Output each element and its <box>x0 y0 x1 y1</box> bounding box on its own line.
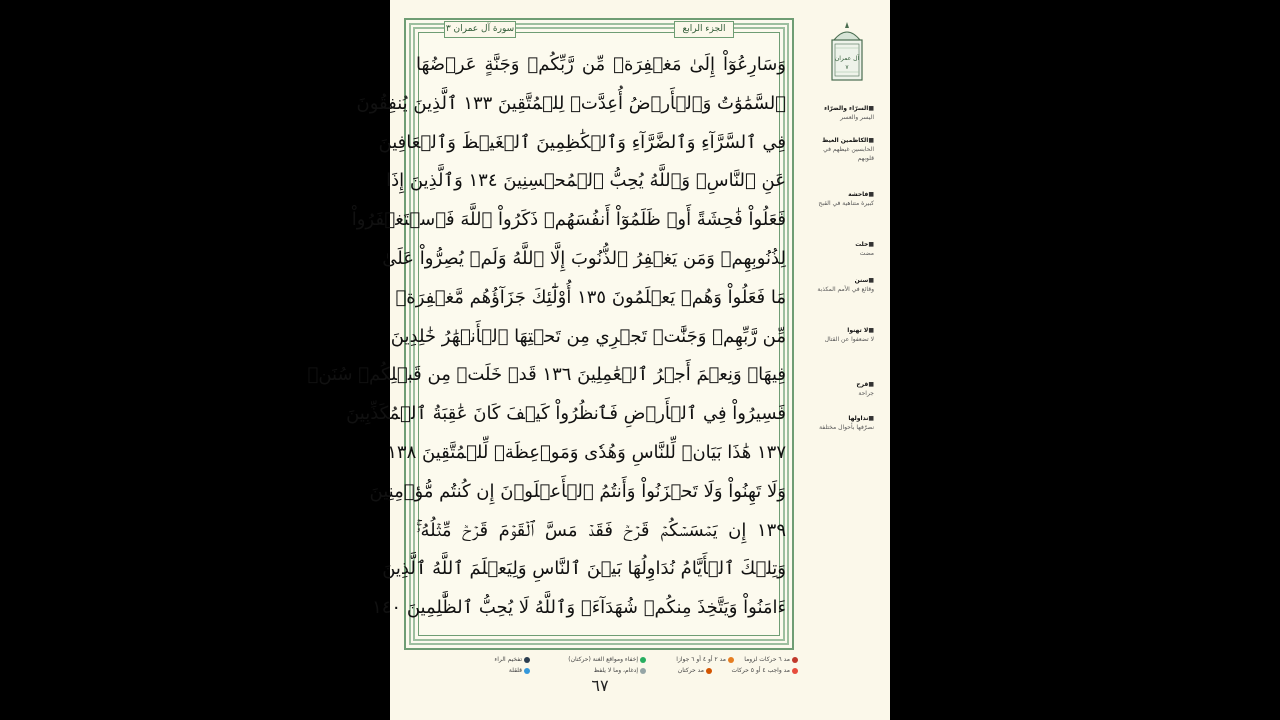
mushaf-page <box>307 0 890 720</box>
gloss-term: ■ الكاظمين الغيظ <box>822 137 874 144</box>
quran-text-block <box>307 46 786 636</box>
legend-label: تفخيم الراء <box>494 656 522 663</box>
gloss-entry <box>814 414 874 432</box>
tajweed-legend <box>458 654 800 678</box>
text-line: مَا فَعَلُواْ وَهُمۡ يَعۡلَمُونَ ١٣٥ أُوْلَٰٓئِكَ جَزَآؤُهُم مَّغۡفِرَةٞ <box>395 286 786 308</box>
legend-label: مد ٢ أو ٤ أو ٦ جوازا <box>676 656 726 663</box>
legend-item <box>744 656 798 663</box>
legend-dot <box>640 668 646 674</box>
gloss-entry <box>814 276 874 294</box>
text-line: فَعَلُواْ فَٰحِشَةً أَوۡ ظَلَمُوٓاْ أَنفُسَهُمۡ ذَكَرُواْ ٱللَّهَ فَٱسۡتَغۡفَرُواْ <box>351 209 786 231</box>
legend-item <box>678 667 712 674</box>
text-line: ٱلسَّمَٰوَٰتُ وَٱلۡأَرۡضُ أُعِدَّتۡ لِلۡمُتَّقِينَ ١٣٣ ٱلَّذِينَ يُنفِقُونَ <box>356 92 786 114</box>
gloss-meaning: كبيرة متناهية في القبح <box>818 200 874 207</box>
legend-item <box>732 667 798 674</box>
surah-badge-icon <box>826 20 868 86</box>
text-line: فَسِيرُواْ فِي ٱلۡأَرۡضِ فَٱنظُرُواْ كَيۡفَ كَانَ عَٰقِبَةُ ٱلۡمُكَذِّبِينَ <box>346 403 786 425</box>
legend-item <box>509 667 530 674</box>
legend-item <box>676 656 734 663</box>
text-line: وَتِلۡكَ ٱلۡأَيَّامُ نُدَاوِلُهَا بَيۡنَ ٱلنَّاسِ وَلِيَعۡلَمَ ٱللَّهُ ٱلَّذِينَ <box>382 558 786 580</box>
gloss-term: ■ نداولها <box>848 415 874 422</box>
page-number: ٦٧ <box>591 676 609 695</box>
gloss-entry <box>814 104 874 122</box>
gloss-meaning: نصرّفها بأحوال مختلفة <box>819 424 874 431</box>
juz-label: الجزء الرابع <box>674 21 734 38</box>
legend-label: مد حركتان <box>677 667 704 674</box>
legend-dot <box>706 668 712 674</box>
gloss-meaning: لا تضعفوا عن القتال <box>824 336 874 343</box>
text-line: وَسَارِعُوٓاْ إِلَىٰ مَغۡفِرَةٖ مِّن رَّبِّكُمۡ وَجَنَّةٍ عَرۡضُهَا <box>416 54 786 75</box>
gloss-meaning: جراحة <box>858 390 874 397</box>
legend-label: مد ٦ حركات لزوما <box>744 656 790 663</box>
gloss-meaning: اليسر والعسر <box>840 114 874 121</box>
gloss-term: ■ سنن <box>855 277 874 284</box>
page-header <box>404 18 794 40</box>
text-line: لِذُنُوبِهِمۡ وَمَن يَغۡفِرُ ٱلذُّنُوبَ إِلَّا ٱللَّهُ وَلَمۡ يُصِرُّواْ عَلَىٰ <box>382 247 786 269</box>
legend-dot <box>524 657 530 663</box>
badge-label: آل عمران <box>834 55 860 62</box>
margin-glossary <box>814 18 880 478</box>
text-line: مِّن رَّبِّهِمۡ وَجَنَّٰتٞ تَجۡرِي مِن تَحۡتِهَا ٱلۡأَنۡهَٰرُ خَٰلِدِينَ <box>390 325 786 347</box>
gloss-term: ■ قرح <box>856 381 874 388</box>
text-line: فِي ٱلسَّرَّآءِ وَٱلضَّرَّآءِ وَٱلۡكَٰظِمِينَ ٱلۡغَيۡظَ وَٱلۡعَافِينَ <box>378 131 786 153</box>
text-line: ١٣٧ هَٰذَا بَيَانٞ لِّلنَّاسِ وَهُدٗى وَمَوۡعِظَةٞ لِّلۡمُتَّقِينَ ١٣٨ <box>387 441 786 463</box>
legend-label: قلقلة <box>508 667 522 674</box>
legend-dot <box>640 657 646 663</box>
legend-dot <box>524 668 530 674</box>
gloss-entry <box>814 240 874 258</box>
gloss-term: ■ السرّاء والضرّاء <box>824 105 874 112</box>
text-line: ١٣٩ إِن يَمۡسَسۡكُمۡ قَرۡحٞ فَقَدۡ مَسَّ ٱلۡقَوۡمَ قَرۡحٞ مِّثۡلُهُۥۚ <box>416 519 786 541</box>
gloss-meaning: وقائع في الأمم المكذبة <box>817 286 874 293</box>
gloss-entry <box>814 380 874 398</box>
gloss-term: ■ خلت <box>855 241 874 248</box>
gloss-entry <box>814 190 874 208</box>
gloss-entry <box>814 136 874 163</box>
legend-item <box>594 667 646 674</box>
gloss-entry <box>814 326 874 344</box>
legend-label: إخفاء ومواقع الغنة (حركتان) <box>568 656 638 663</box>
text-line: ءَامَنُواْ وَيَتَّخِذَ مِنكُمۡ شُهَدَآءَۗ وَٱللَّهُ لَا يُحِبُّ ٱلظَّٰلِمِينَ ١٤٠ <box>372 597 786 619</box>
legend-dot <box>792 657 798 663</box>
gloss-meaning: مضت <box>859 250 874 257</box>
legend-item <box>568 656 646 663</box>
gloss-term: ■ لا تهنوا <box>847 327 874 334</box>
gloss-meaning: الحابسين غيظهم في قلوبهم <box>823 146 874 162</box>
text-line: وَلَا تَهِنُواْ وَلَا تَحۡزَنُواْ وَأَنتُمُ ٱلۡأَعۡلَوۡنَ إِن كُنتُم مُّؤۡمِنِينَ <box>369 480 786 502</box>
legend-dot <box>728 657 734 663</box>
legend-dot <box>792 668 798 674</box>
surah-label: سورة آل عمران ٣ <box>444 21 516 38</box>
text-line: فِيهَاۚ وَنِعۡمَ أَجۡرُ ٱلۡعَٰمِلِينَ ١٣٦ قَدۡ خَلَتۡ مِن قَبۡلِكُمۡ سُنَنٞ <box>307 364 786 386</box>
badge-num: ٧ <box>845 64 849 71</box>
legend-label: إدغام، وما لا يلفظ <box>593 667 638 674</box>
legend-label: مد واجب ٤ أو ٥ حركات <box>731 667 790 674</box>
gloss-term: ■ فاحشة <box>848 191 874 198</box>
legend-item <box>494 656 530 663</box>
text-line: عَنِ ٱلنَّاسِۗ وَٱللَّهُ يُحِبُّ ٱلۡمُحۡسِنِينَ ١٣٤ وَٱلَّذِينَ إِذَا <box>386 170 786 192</box>
